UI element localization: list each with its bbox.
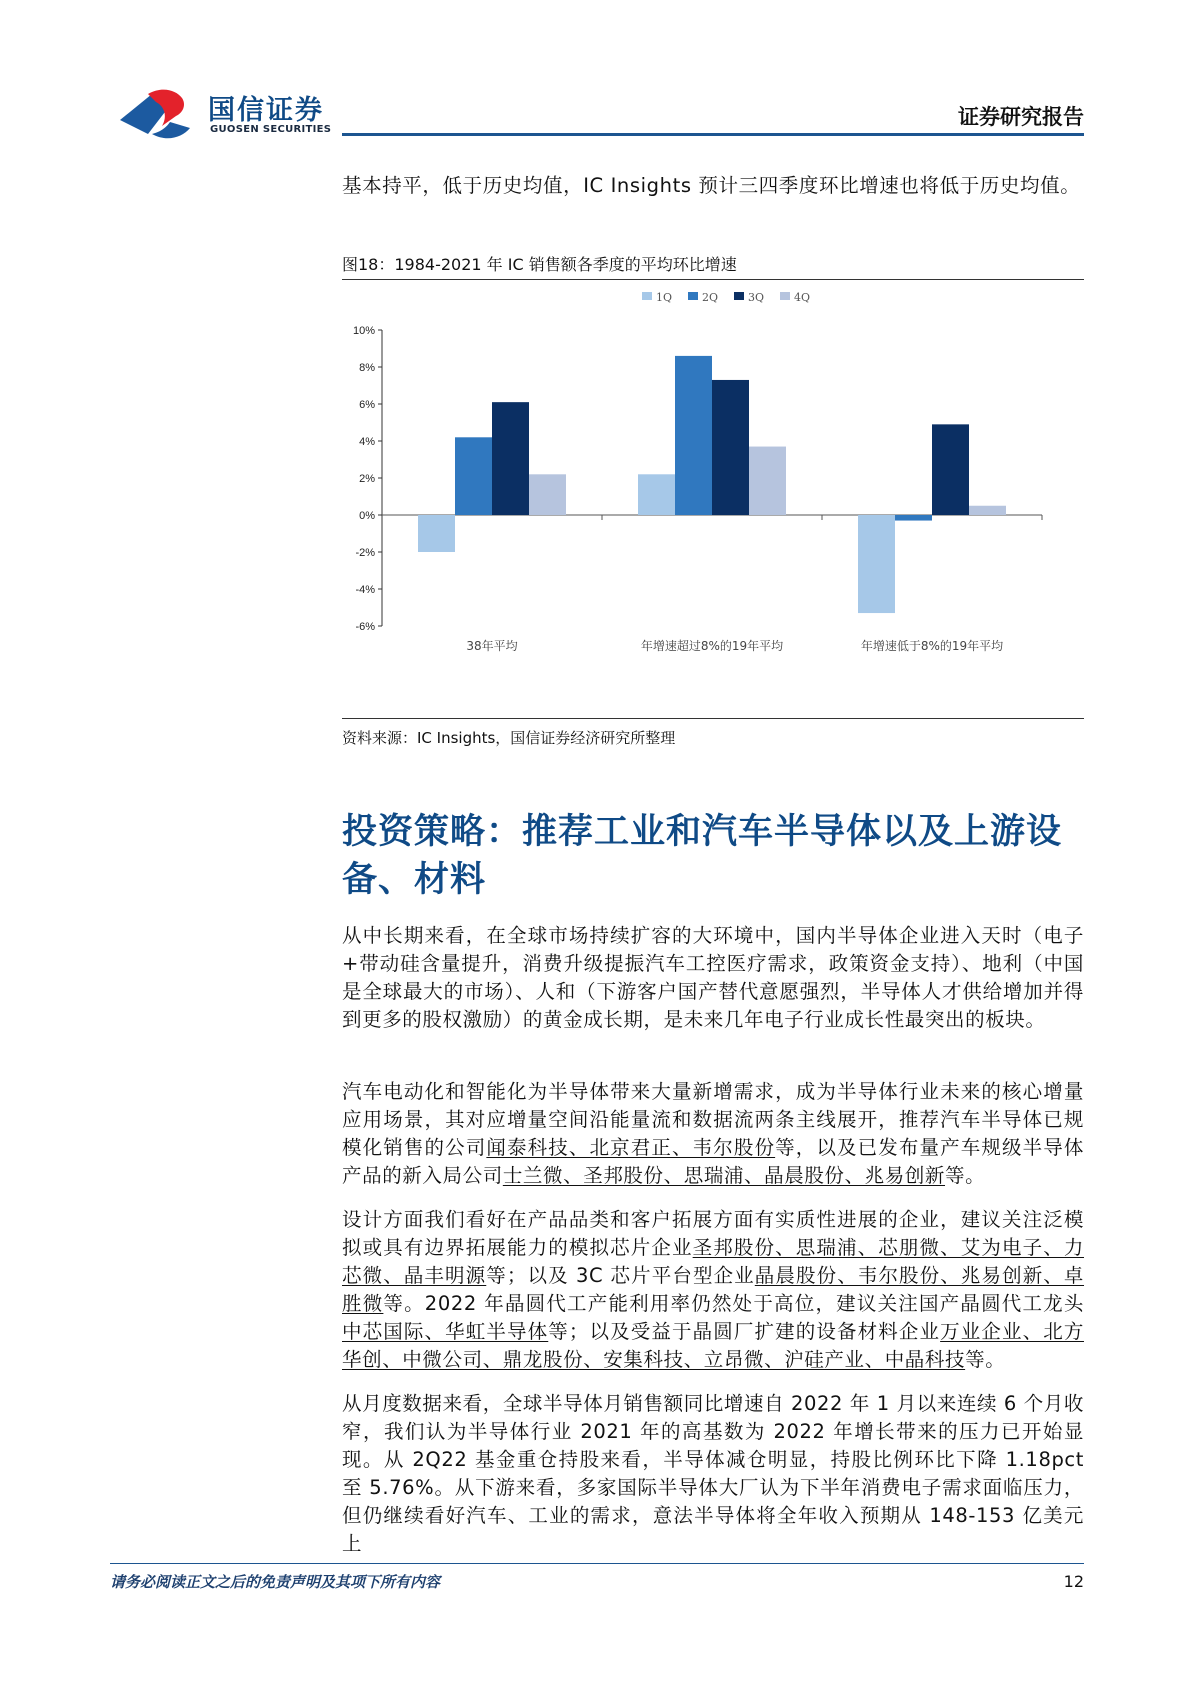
- legend-swatch-3Q: [734, 292, 744, 300]
- legend-swatch-1Q: [642, 292, 652, 300]
- paragraph-long-term: 从中长期来看，在全球市场持续扩容的大环境中，国内半导体企业进入天时（电子+带动硅含量提升，消费升级提振汽车工控医疗需求，政策资金支持）、地利（中国是全球最大的市场）、人和（下游客户国产替代意愿强烈，半导体人才供给增加并得到更多的股权激励）的黄金成长期，是未来几年电子行业成长性最突出的板块。: [342, 924, 1084, 1031]
- chart-bars: [418, 356, 1006, 613]
- legend-label-3Q: 3Q: [748, 291, 765, 304]
- text-span: 等；以及 3C 芯片平台型企业: [486, 1264, 755, 1287]
- bar-4Q-2: [969, 506, 1006, 515]
- x-category-label: 年增速超过8%的19年平均: [640, 639, 784, 653]
- legend-swatch-2Q: [688, 292, 698, 300]
- logo-mark-icon: [118, 86, 202, 142]
- text-span: 等。: [965, 1348, 1006, 1371]
- section-heading: 投资策略：推荐工业和汽车半导体以及上游设备、材料: [342, 812, 1063, 900]
- header-divider: [342, 133, 1084, 136]
- y-tick-label: 2%: [359, 473, 375, 485]
- bar-3Q-0: [492, 402, 529, 515]
- bar-4Q-1: [749, 447, 786, 515]
- quarterly-growth-chart: [342, 290, 1084, 710]
- text-span: 等。: [945, 1164, 986, 1187]
- figure-source: 资料来源：IC Insights，国信证券经济研究所整理: [342, 729, 676, 747]
- footer-divider: [110, 1563, 1084, 1564]
- company-list-link[interactable]: 闻泰科技、北京君正、韦尔股份: [486, 1136, 776, 1159]
- bar-1Q-2: [858, 515, 895, 613]
- x-category-label: 年增速低于8%的19年平均: [860, 639, 1004, 653]
- bar-3Q-1: [712, 380, 749, 515]
- paragraph-auto-semiconductor: [342, 1078, 1084, 1190]
- y-tick-label: -6%: [355, 621, 375, 633]
- figure-top-rule: [342, 279, 1084, 280]
- intro-paragraph: 基本持平，低于历史均值，IC Insights 预计三四季度环比增速也将低于历史均值。: [342, 174, 1081, 197]
- footer-disclaimer: 请务必阅读正文之后的免责声明及其项下所有内容: [110, 1573, 441, 1591]
- logo-english-name: GUOSEN SECURITIES: [210, 124, 332, 135]
- y-tick-label: 6%: [359, 399, 375, 411]
- text-span: 等。2022 年晶圆代工产能利用率仍然处于高位，建议关注国产晶圆代工龙头: [383, 1292, 1084, 1315]
- company-list-link[interactable]: 万业企业、北方华创、中微公司、鼎龙股份、安集科技、立昂微、沪硅产业、中晶科技: [342, 1320, 1084, 1371]
- chart-x-labels: [466, 638, 1003, 653]
- bar-2Q-0: [455, 437, 492, 515]
- bar-3Q-2: [932, 424, 969, 515]
- y-tick-label: -4%: [355, 584, 375, 596]
- legend-label-4Q: 4Q: [794, 291, 811, 304]
- y-tick-label: 8%: [359, 362, 375, 374]
- y-tick-label: 10%: [352, 325, 375, 337]
- bar-4Q-0: [529, 474, 566, 515]
- bar-2Q-2: [895, 515, 932, 521]
- y-tick-label: 0%: [359, 510, 375, 522]
- figure-bottom-rule: [342, 718, 1084, 719]
- y-tick-label: -2%: [355, 547, 375, 559]
- page-number: 12: [1063, 1572, 1084, 1591]
- company-list-link[interactable]: 晶晨股份、韦尔股份、兆易创新、卓胜微: [342, 1264, 1085, 1315]
- bar-1Q-1: [638, 474, 675, 515]
- company-list-link[interactable]: 士兰微、圣邦股份、思瑞浦、晶晨股份、兆易创新: [502, 1164, 946, 1187]
- company-logo: [118, 86, 332, 146]
- bar-1Q-0: [418, 515, 455, 552]
- text-span: 等，以及已发布量产车规级半导体产品的新入局公司: [342, 1136, 1084, 1187]
- company-list-link[interactable]: 中芯国际、华虹半导体: [342, 1320, 549, 1343]
- text-span: 设计方面我们看好在产品品类和客户拓展方面有实质性进展的企业，建议关注泛模拟或具有边界拓展能力的模拟芯片企业: [342, 1208, 1084, 1259]
- report-type: 证券研究报告: [958, 105, 1084, 129]
- company-list-link[interactable]: 圣邦股份、思瑞浦、芯朋微、艾为电子、力芯微、晶丰明源: [342, 1236, 1084, 1287]
- legend-label-2Q: 2Q: [702, 291, 719, 304]
- text-span: 汽车电动化和智能化为半导体带来大量新增需求，成为半导体行业未来的核心增量应用场景，其对应增量空间沿能量流和数据流两条主线展开，推荐汽车半导体已规模化销售的公司: [342, 1080, 1084, 1159]
- text-span: 等；以及受益于晶圆厂扩建的设备材料企业: [548, 1320, 941, 1343]
- bar-2Q-1: [675, 356, 712, 515]
- logo-chinese-name: 国信证券: [208, 95, 324, 126]
- x-category-label: 38年平均: [466, 639, 518, 653]
- figure-title: 图18：1984-2021 年 IC 销售额各季度的平均环比增速: [342, 255, 737, 274]
- y-tick-label: 4%: [359, 436, 375, 448]
- paragraph-monthly-data: 从月度数据来看，全球半导体月销售额同比增速自 2022 年 1 月以来连续 6 个月收窄，我们认为半导体行业 2021 年的高基数为 2022 年增长带来的压力已开始显现。从 2Q22 基金重仓持股来看，半导体减仓明显，持股比例环比下降 1.18pct 至 5.76%。从下游来看，多家国际半导体大厂认为下半年消费电子需求面临压力，但仍继续看好汽车、工业的需求，意法半导体将全年收入预期从 148-153 亿美元上: [342, 1392, 1084, 1555]
- paragraph-design-companies: [342, 1206, 1084, 1374]
- chart-legend: [642, 291, 810, 304]
- legend-label-1Q: 1Q: [656, 291, 673, 304]
- legend-swatch-4Q: [780, 292, 790, 300]
